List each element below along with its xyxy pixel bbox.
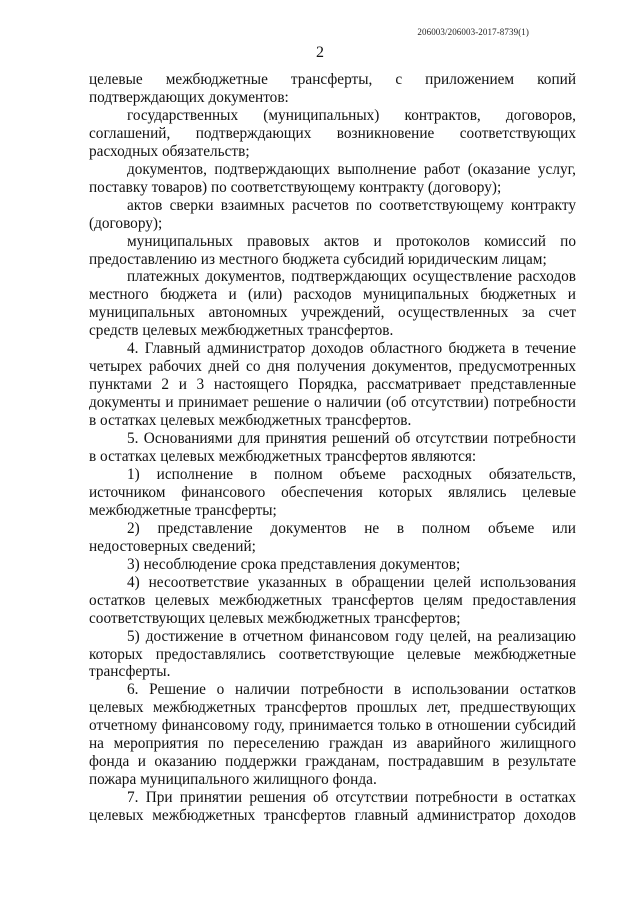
paragraph-item-6: 6. Решение о наличии потребности в использовании остатков целевых межбюджетных трансфертов прошлых лет, предшествующих отчетному финансовому году, принимается только в отношении субсидий на мероприятия по переселению граждан из аварийного жилищного фонда и оказанию поддержки гражданам, пострадавшим в результате пожара муниципального жилищного фонда.	[89, 681, 576, 789]
paragraph-municipal-acts: муниципальных правовых актов и протоколов комиссий по предоставлению из местного бюджета субсидий юридическим лицам;	[89, 232, 576, 268]
paragraph-item-4: 4. Главный администратор доходов областного бюджета в течение четырех рабочих дней со дня получения документов, предусмотренных пунктами 2 и 3 настоящего Порядка, рассматривает представленные документы и принимает решение о наличии (об отсутствии) потребности в остатках целевых межбюджетных трансфертов.	[89, 340, 576, 430]
paragraph-reconciliation-acts: актов сверки взаимных расчетов по соответствующему контракту (договору);	[89, 196, 576, 232]
paragraph-subitem-5: 5) достижение в отчетном финансовом году целей, на реализацию которых предоставлялись соответствующие целевые межбюджетные трансферты.	[89, 627, 576, 681]
paragraph-item-7: 7. При принятии решения об отсутствии потребности в остатках целевых межбюджетных трансфертов главный администратор доходов	[89, 789, 576, 825]
paragraph-subitem-4: 4) несоответствие указанных в обращении целей использования остатков целевых межбюджетных трансфертов целям предоставления соответствующих целевых межбюджетных трансфертов;	[89, 573, 576, 627]
paragraph-subitem-1: 1) исполнение в полном объеме расходных обязательств, источником финансового обеспечения которых являлись целевые межбюджетные трансферты;	[89, 465, 576, 519]
paragraph-subitem-3: 3) несоблюдение срока представления документов;	[127, 555, 461, 573]
paragraph-payment-documents: платежных документов, подтверждающих осуществление расходов местного бюджета и (или) расходов муниципальных бюджетных и муниципальных автономных учреждений, осуществленных за счет средств целевых межбюджетных трансфертов.	[89, 268, 576, 340]
paragraph-transfers-intro: целевые межбюджетные трансферты, с приложением копий подтверждающих документов:	[89, 71, 576, 106]
page-number: 2	[316, 44, 324, 61]
paragraph-item-5: 5. Основаниями для принятия решений об отсутствии потребности в остатках целевых межбюджетных трансфертов являются:	[89, 430, 576, 466]
document-id: 206003/206003-2017-8739(1)	[417, 27, 529, 37]
paragraph-work-documents: документов, подтверждающих выполнение работ (оказание услуг, поставку товаров) по соответствующему контракту (договору);	[89, 160, 576, 196]
paragraph-contracts: государственных (муниципальных) контрактов, договоров, соглашений, подтверждающих возникновение соответствующих расходных обязательств;	[89, 106, 576, 160]
document-body	[89, 71, 576, 825]
paragraph-subitem-2: 2) представление документов не в полном объеме или недостоверных сведений;	[89, 519, 576, 555]
